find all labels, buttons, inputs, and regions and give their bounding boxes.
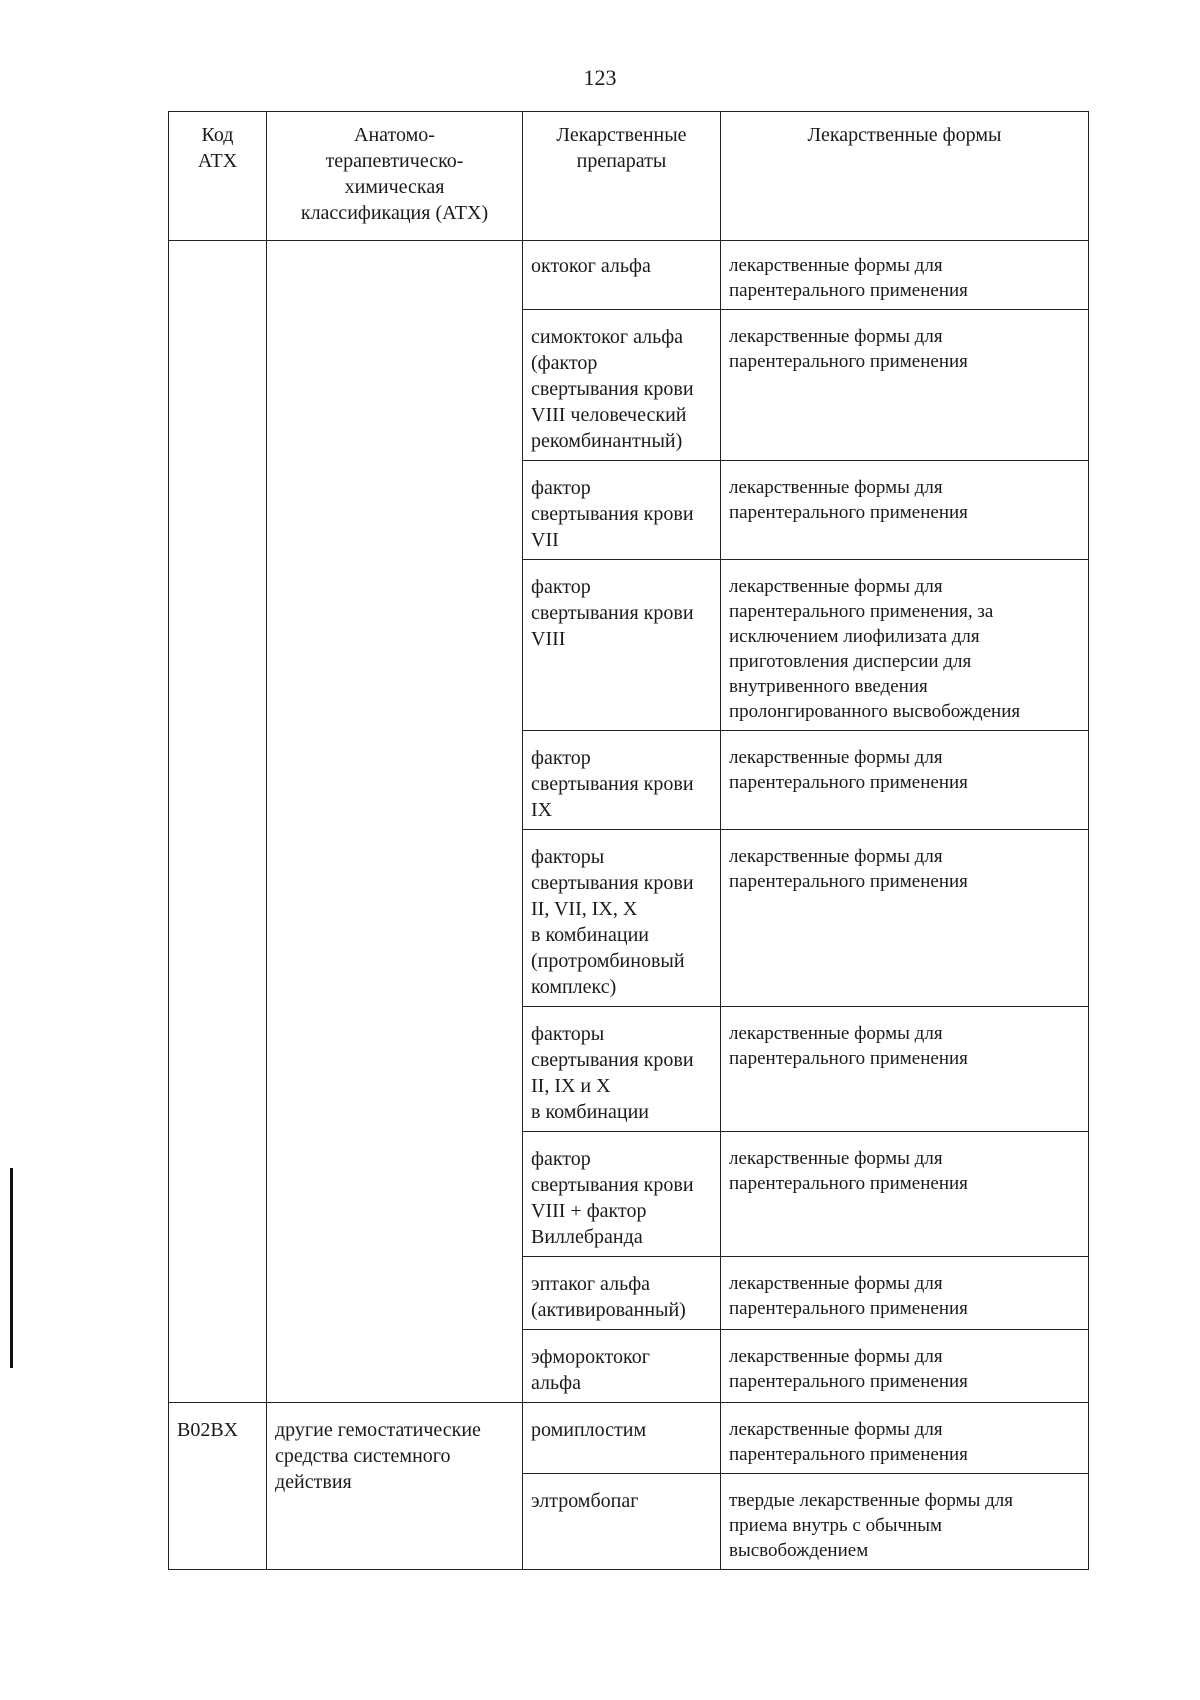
atx-classification-cell: другие гемостатические средства системного действия (267, 1403, 523, 1570)
atx-classification-cell (267, 241, 523, 1403)
dosage-form-cell: лекарственные формы для парентерального применения (721, 1007, 1089, 1132)
dosage-form-cell: лекарственные формы для парентерального применения (721, 1403, 1089, 1474)
dosage-form-cell: лекарственные формы для парентерального применения (721, 461, 1089, 560)
header-classification: Анатомо- терапевтическо- химическая классификация (АТХ) (267, 112, 523, 241)
drug-name-cell: симоктоког альфа (фактор свертывания крови VIII человеческий рекомбинантный) (523, 310, 721, 461)
dosage-form-cell: лекарственные формы для парентерального применения (721, 1330, 1089, 1403)
table-body (169, 241, 1089, 1570)
dosage-form-cell: лекарственные формы для парентерального применения (721, 310, 1089, 461)
atx-code-cell (169, 241, 267, 1403)
drug-name-cell: эптаког альфа (активированный) (523, 1257, 721, 1330)
table-row (169, 241, 1089, 310)
header-forms: Лекарственные формы (721, 112, 1089, 241)
drug-name-cell: ромиплостим (523, 1403, 721, 1474)
dosage-form-cell: лекарственные формы для парентерального применения (721, 731, 1089, 830)
drug-name-cell: эфмороктоког альфа (523, 1330, 721, 1403)
dosage-form-cell: твердые лекарственные формы для приема внутрь с обычным высвобождением (721, 1474, 1089, 1570)
drug-name-cell: фактор свертывания крови VIII (523, 560, 721, 731)
drug-name-cell: октоког альфа (523, 241, 721, 310)
dosage-form-cell: лекарственные формы для парентерального применения, за исключением лиофилизата для приготовления дисперсии для внутривенного введения пролонгированного высвобождения (721, 560, 1089, 731)
page-number: 123 (583, 65, 617, 90)
drug-name-cell: фактор свертывания крови IX (523, 731, 721, 830)
drug-name-cell: фактор свертывания крови VIII + фактор Виллебранда (523, 1132, 721, 1257)
drug-name-cell: фактор свертывания крови VII (523, 461, 721, 560)
header-code: Код АТХ (169, 112, 267, 241)
dosage-form-cell: лекарственные формы для парентерального применения (721, 1257, 1089, 1330)
drug-name-cell: элтромбопаг (523, 1474, 721, 1570)
medication-table (168, 111, 1089, 1570)
table-row (169, 1403, 1089, 1474)
atx-code-cell: B02BX (169, 1403, 267, 1570)
drug-name-cell: факторы свертывания крови II, IX и X в комбинации (523, 1007, 721, 1132)
scan-margin-mark (10, 1168, 13, 1368)
dosage-form-cell: лекарственные формы для парентерального применения (721, 830, 1089, 1007)
header-drugs: Лекарственные препараты (523, 112, 721, 241)
dosage-form-cell: лекарственные формы для парентерального применения (721, 241, 1089, 310)
drug-name-cell: факторы свертывания крови II, VII, IX, X в комбинации (протромбиновый комплекс) (523, 830, 721, 1007)
dosage-form-cell: лекарственные формы для парентерального применения (721, 1132, 1089, 1257)
table-header-row (169, 112, 1089, 241)
